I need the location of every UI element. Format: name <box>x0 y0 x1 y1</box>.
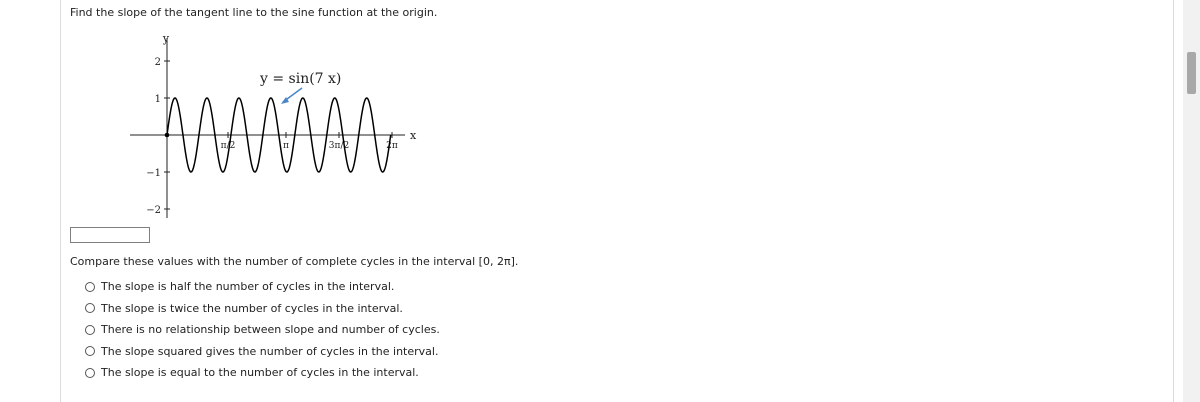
y-tick-label: −1 <box>146 168 161 179</box>
option-half[interactable] <box>85 276 440 298</box>
x-tick-label: 3π/2 <box>328 141 350 151</box>
y-tick-label: 2 <box>154 57 161 68</box>
option-label: The slope is equal to the number of cycles in the interval. <box>101 366 419 380</box>
y-tick-label: 1 <box>154 94 161 105</box>
option-twice[interactable] <box>85 298 440 320</box>
radio-button[interactable] <box>85 303 95 313</box>
question-text: Find the slope of the tangent line to the sine function at the origin. <box>70 6 438 19</box>
radio-button[interactable] <box>85 325 95 335</box>
option-squared[interactable] <box>85 341 440 363</box>
option-label: The slope is twice the number of cycles in the interval. <box>101 301 403 315</box>
y-axis-label: y <box>162 32 170 45</box>
option-equal[interactable] <box>85 362 440 384</box>
scrollbar-thumb[interactable] <box>1187 52 1196 94</box>
compare-text: Compare these values with the number of complete cycles in the interval [0, 2π]. <box>70 255 519 268</box>
x-tick-label: π/2 <box>220 141 236 151</box>
y-tick-label: −2 <box>146 205 161 216</box>
sine-graph <box>120 30 420 220</box>
x-tick-label: π <box>283 141 289 151</box>
radio-button[interactable] <box>85 282 95 292</box>
x-axis-label: x <box>410 129 417 142</box>
answer-options <box>85 276 440 384</box>
radio-button[interactable] <box>85 368 95 378</box>
vertical-scrollbar[interactable] <box>1183 0 1200 402</box>
option-no-relationship[interactable] <box>85 319 440 341</box>
option-label: The slope squared gives the number of cycles in the interval. <box>101 344 439 358</box>
answer-input[interactable] <box>70 227 150 243</box>
origin-point <box>165 133 170 138</box>
x-tick-label: 2π <box>386 141 398 151</box>
option-label: There is no relationship between slope and number of cycles. <box>101 323 440 337</box>
equation-label: y = sin(7 x) <box>260 71 342 87</box>
option-label: The slope is half the number of cycles in the interval. <box>101 280 395 294</box>
radio-button[interactable] <box>85 346 95 356</box>
